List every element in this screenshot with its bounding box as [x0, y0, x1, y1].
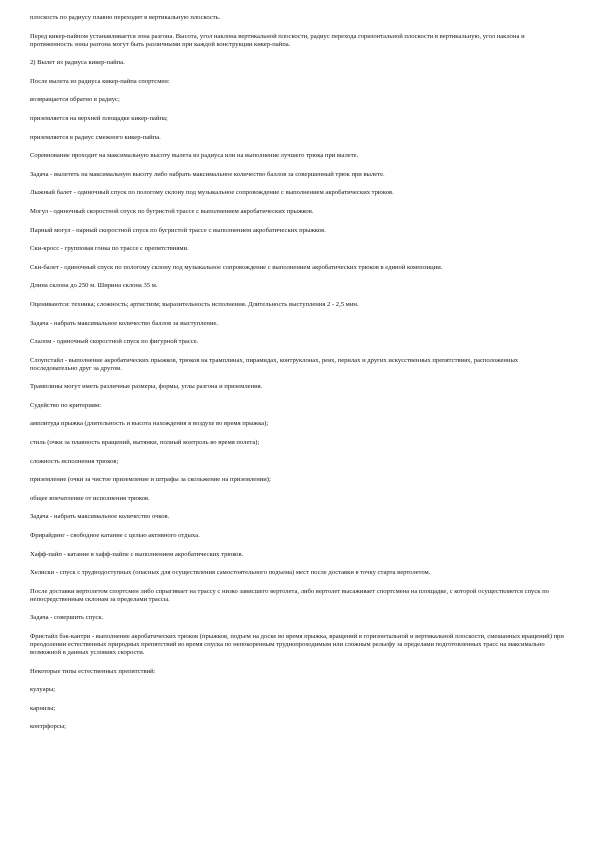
list-item: кулуары; [30, 686, 56, 694]
paragraph: Фрирайдинг - свободное катание с целью активного отдыха. [30, 532, 200, 540]
list-item: стиль (очки за плавность вращений, вытянки, полный контроль во время полета); [30, 439, 260, 447]
paragraph: После вылета из радиуса кикер-пайпа спортсмен: [30, 77, 170, 85]
list-item: сложность исполнения трюков; [30, 457, 119, 465]
paragraph: Слалом - одиночный скоростной спуск по фигурной трассе. [30, 338, 199, 346]
paragraph: Задача - вылететь на максимальную высоту либо набрать максимальное количество баллов за совершенный трюк при вылете. [30, 170, 385, 178]
paragraph: Ски-балет - одиночный спуск по пологому склону под музыкальное сопровождение с выполнением акробатических трюков в единой композиции. [30, 263, 443, 271]
paragraph: Фристайл бэк-кантри - выполнение акробатических трюков (прыжков, подъем на доске во время прыжка, вращений в горизонтальной и вертикальной плоскости, смешанных вращений) при преодолении естественных природных препятствий во время спуска по непокоренным труднопроходимым или сложным рельефу за пределами подготовленных трасс на максимально возможной в данных условиях скорости. [30, 633, 564, 656]
paragraph: Оцениваются: техника; сложность; артистизм; выразительность исполнения. Длительность выступления 2 - 2,5 мин. [30, 300, 359, 308]
list-item: общее впечатление от исполнения трюков. [30, 494, 150, 502]
paragraph: После доставки вертолетом спортсмен либо спрыгивает на трассу с низко зависшего вертолета, либо вертолет высаживает спортсмена на площадке, с которой осуществляется спуск по непосредственным склонам за пределами трассы. [30, 587, 549, 603]
paragraph: Парный могул - парный скоростной спуск по бугристой трассе с выполнением акробатических прыжков. [30, 226, 326, 234]
paragraph: Лыжный балет - одиночный спуск по пологому склону под музыкальное сопровождение с выполнением акробатических трюков. [30, 189, 394, 197]
paragraph: Соревнование проходит на максимальную высоту вылета из радиуса или на выполнение лучшего трюка при вылете. [30, 152, 359, 160]
paragraph: Слоупстайл - выполнение акробатических прыжков, трюков на трамплинах, пирамидах, контруклонах, реях, перилах и других искусственных препятствиях, расположенных последовательно друг за другом. [30, 356, 519, 372]
list-item: приземляется на верхней площадке кикер-пайпа; [30, 114, 168, 122]
list-item: приземление (очки за чистое приземление и штрафы за скольжение на приземлении); [30, 476, 271, 484]
paragraph: плоскость по радиусу плавно переходит в вертикальную плоскость. [30, 14, 221, 21]
paragraph: Некоторые типы естественных препятствий: [30, 667, 156, 675]
paragraph: Задача - набрать максимальное количество очков. [30, 513, 170, 521]
paragraph: Перед кикер-пайпом устанавливается зона разгона. Высота, угол наклона вертикальной плоскости, радиус перехода горизонтальной плоскости в вертикальную, угол наклона и протяженность зоны разгона могут быть различными при каждой конструкции кикер-пайпа. [30, 32, 525, 48]
list-item: приземляется в радиус смежного кикер-пайпа. [30, 133, 161, 141]
list-item: карнизы; [30, 704, 56, 712]
list-item: контрфорсы; [30, 723, 67, 731]
paragraph: Задача - набрать максимальное количество баллов за выступление. [30, 319, 219, 327]
paragraph: Ски-кросс - групповая гонка по трассе с препятствиями. [30, 245, 189, 253]
paragraph: 2) Вылет из радиуса кикер-пайпа. [30, 59, 125, 67]
paragraph: Могул - одиночный скоростной спуск по бугристой трассе с выполнением акробатических прыжков. [30, 207, 314, 215]
paragraph: Хелиски - спуск с труднодоступных (опасных для осуществления самостоятельного подъема) мест после доставки в точку старта вертолетом. [30, 569, 431, 577]
list-item: амплитуда прыжка (длительность и высота нахождения в воздухе во время прыжка); [30, 420, 269, 428]
paragraph: Хафф-пайп - катание в хафф-пайпе с выполнением акробатических трюков. [30, 550, 244, 558]
paragraph: Судейство по критериям: [30, 401, 101, 409]
document-body [30, 14, 565, 742]
list-item: возвращается обратно в радиус; [30, 96, 120, 104]
paragraph: Задача - совершить спуск. [30, 614, 104, 622]
paragraph: Длина склона до 250 м. Ширина склона 35 м. [30, 282, 158, 290]
paragraph: Трамплины могут иметь различные размеры, формы, углы разгона и приземления. [30, 383, 263, 391]
